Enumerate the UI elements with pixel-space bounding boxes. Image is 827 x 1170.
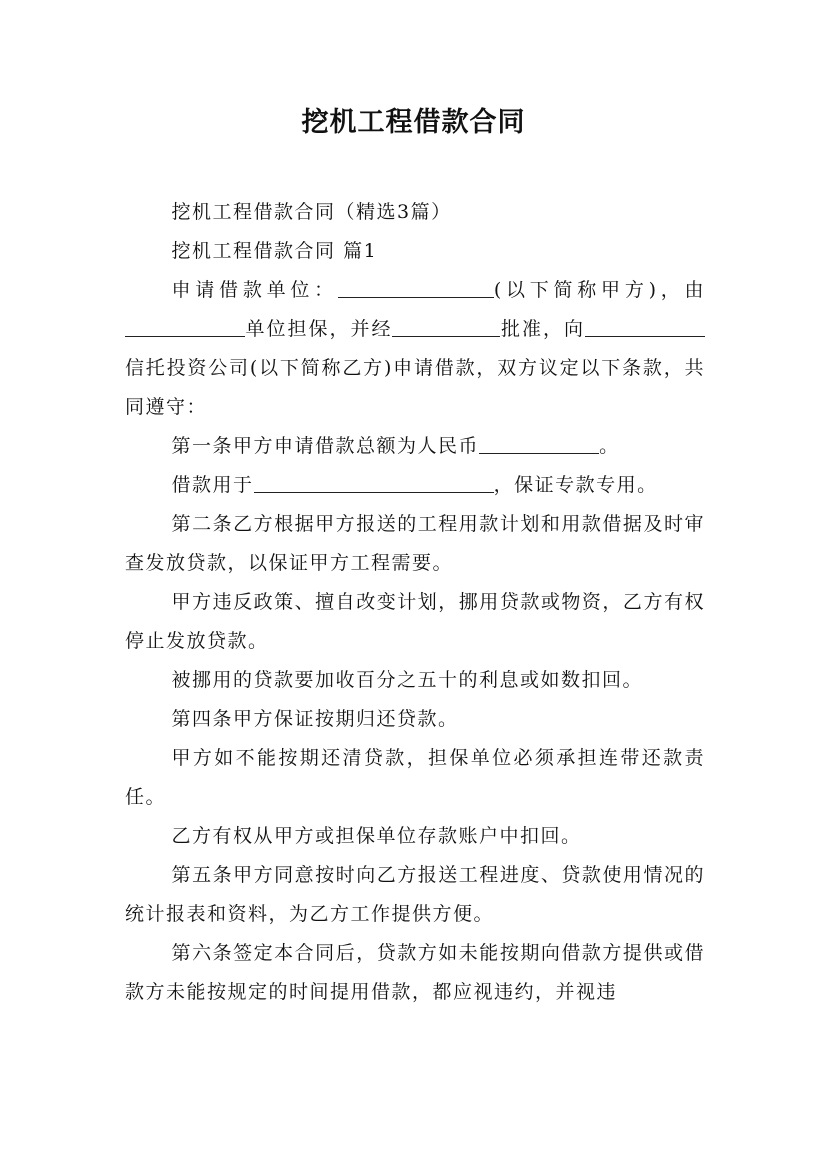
paragraph-text: 。 — [599, 435, 620, 457]
paragraph-text: 单位担保，并经 — [245, 318, 393, 340]
fill-in-blank — [392, 314, 500, 337]
paragraph-text: 第二条乙方根据甲方报送的工程用款计划和用款借据及时审查发放贷款，以保证甲方工程需要。 — [125, 513, 705, 574]
paragraph — [125, 466, 705, 505]
paragraph — [125, 505, 705, 583]
fill-in-blank — [125, 314, 245, 337]
paragraph — [125, 427, 705, 466]
paragraph-text: 第一条甲方申请借款总额为人民币 — [171, 435, 480, 457]
document-title: 挖机工程借款合同 — [301, 107, 526, 138]
paragraph — [125, 700, 705, 739]
paragraph — [125, 856, 705, 934]
paragraph — [125, 271, 705, 427]
paragraph-text: 乙方有权从甲方或担保单位存款账户中扣回。 — [171, 825, 582, 847]
paragraph-text: 挖机工程借款合同（精选3篇） — [171, 201, 452, 223]
fill-in-blank — [338, 275, 494, 298]
paragraph-text: 挖机工程借款合同 篇1 — [171, 240, 378, 262]
paragraph-text: 信托投资公司(以下简称乙方)申请借款，双方议定以下条款，共同遵守： — [125, 357, 705, 418]
paragraph-text: 第五条甲方同意按时向乙方报送工程进度、贷款使用情况的统计报表和资料，为乙方工作提供方便。 — [125, 864, 705, 925]
paragraph — [125, 934, 705, 1012]
paragraph — [125, 661, 705, 700]
paragraph — [125, 193, 705, 232]
document-body — [125, 193, 705, 1012]
paragraph — [125, 232, 705, 271]
paragraph-text: 申请借款单位： — [171, 279, 338, 301]
fill-in-blank — [254, 470, 494, 493]
paragraph-text: 甲方违反政策、擅自改变计划，挪用贷款或物资，乙方有权停止发放贷款。 — [125, 591, 705, 652]
paragraph-text: ，保证专款专用。 — [493, 474, 658, 496]
fill-in-blank — [479, 431, 599, 454]
paragraph — [125, 583, 705, 661]
paragraph-text: 第四条甲方保证按期归还贷款。 — [171, 708, 459, 730]
fill-in-blank — [585, 314, 705, 337]
paragraph-text: 被挪用的贷款要加收百分之五十的利息或如数扣回。 — [171, 669, 644, 691]
paragraph-text: 第六条签定本合同后，贷款方如未能按期向借款方提供或借款方未能按规定的时间提用借款，都应视违约，并视违 — [125, 942, 705, 1003]
paragraph-text: (以下简称甲方)，由 — [493, 279, 705, 301]
paragraph-text: 甲方如不能按期还清贷款，担保单位必须承担连带还款责任。 — [125, 747, 705, 808]
paragraph — [125, 739, 705, 817]
paragraph-text: 批准，向 — [500, 318, 585, 340]
paragraph — [125, 817, 705, 856]
paragraph-text: 借款用于 — [171, 474, 254, 496]
